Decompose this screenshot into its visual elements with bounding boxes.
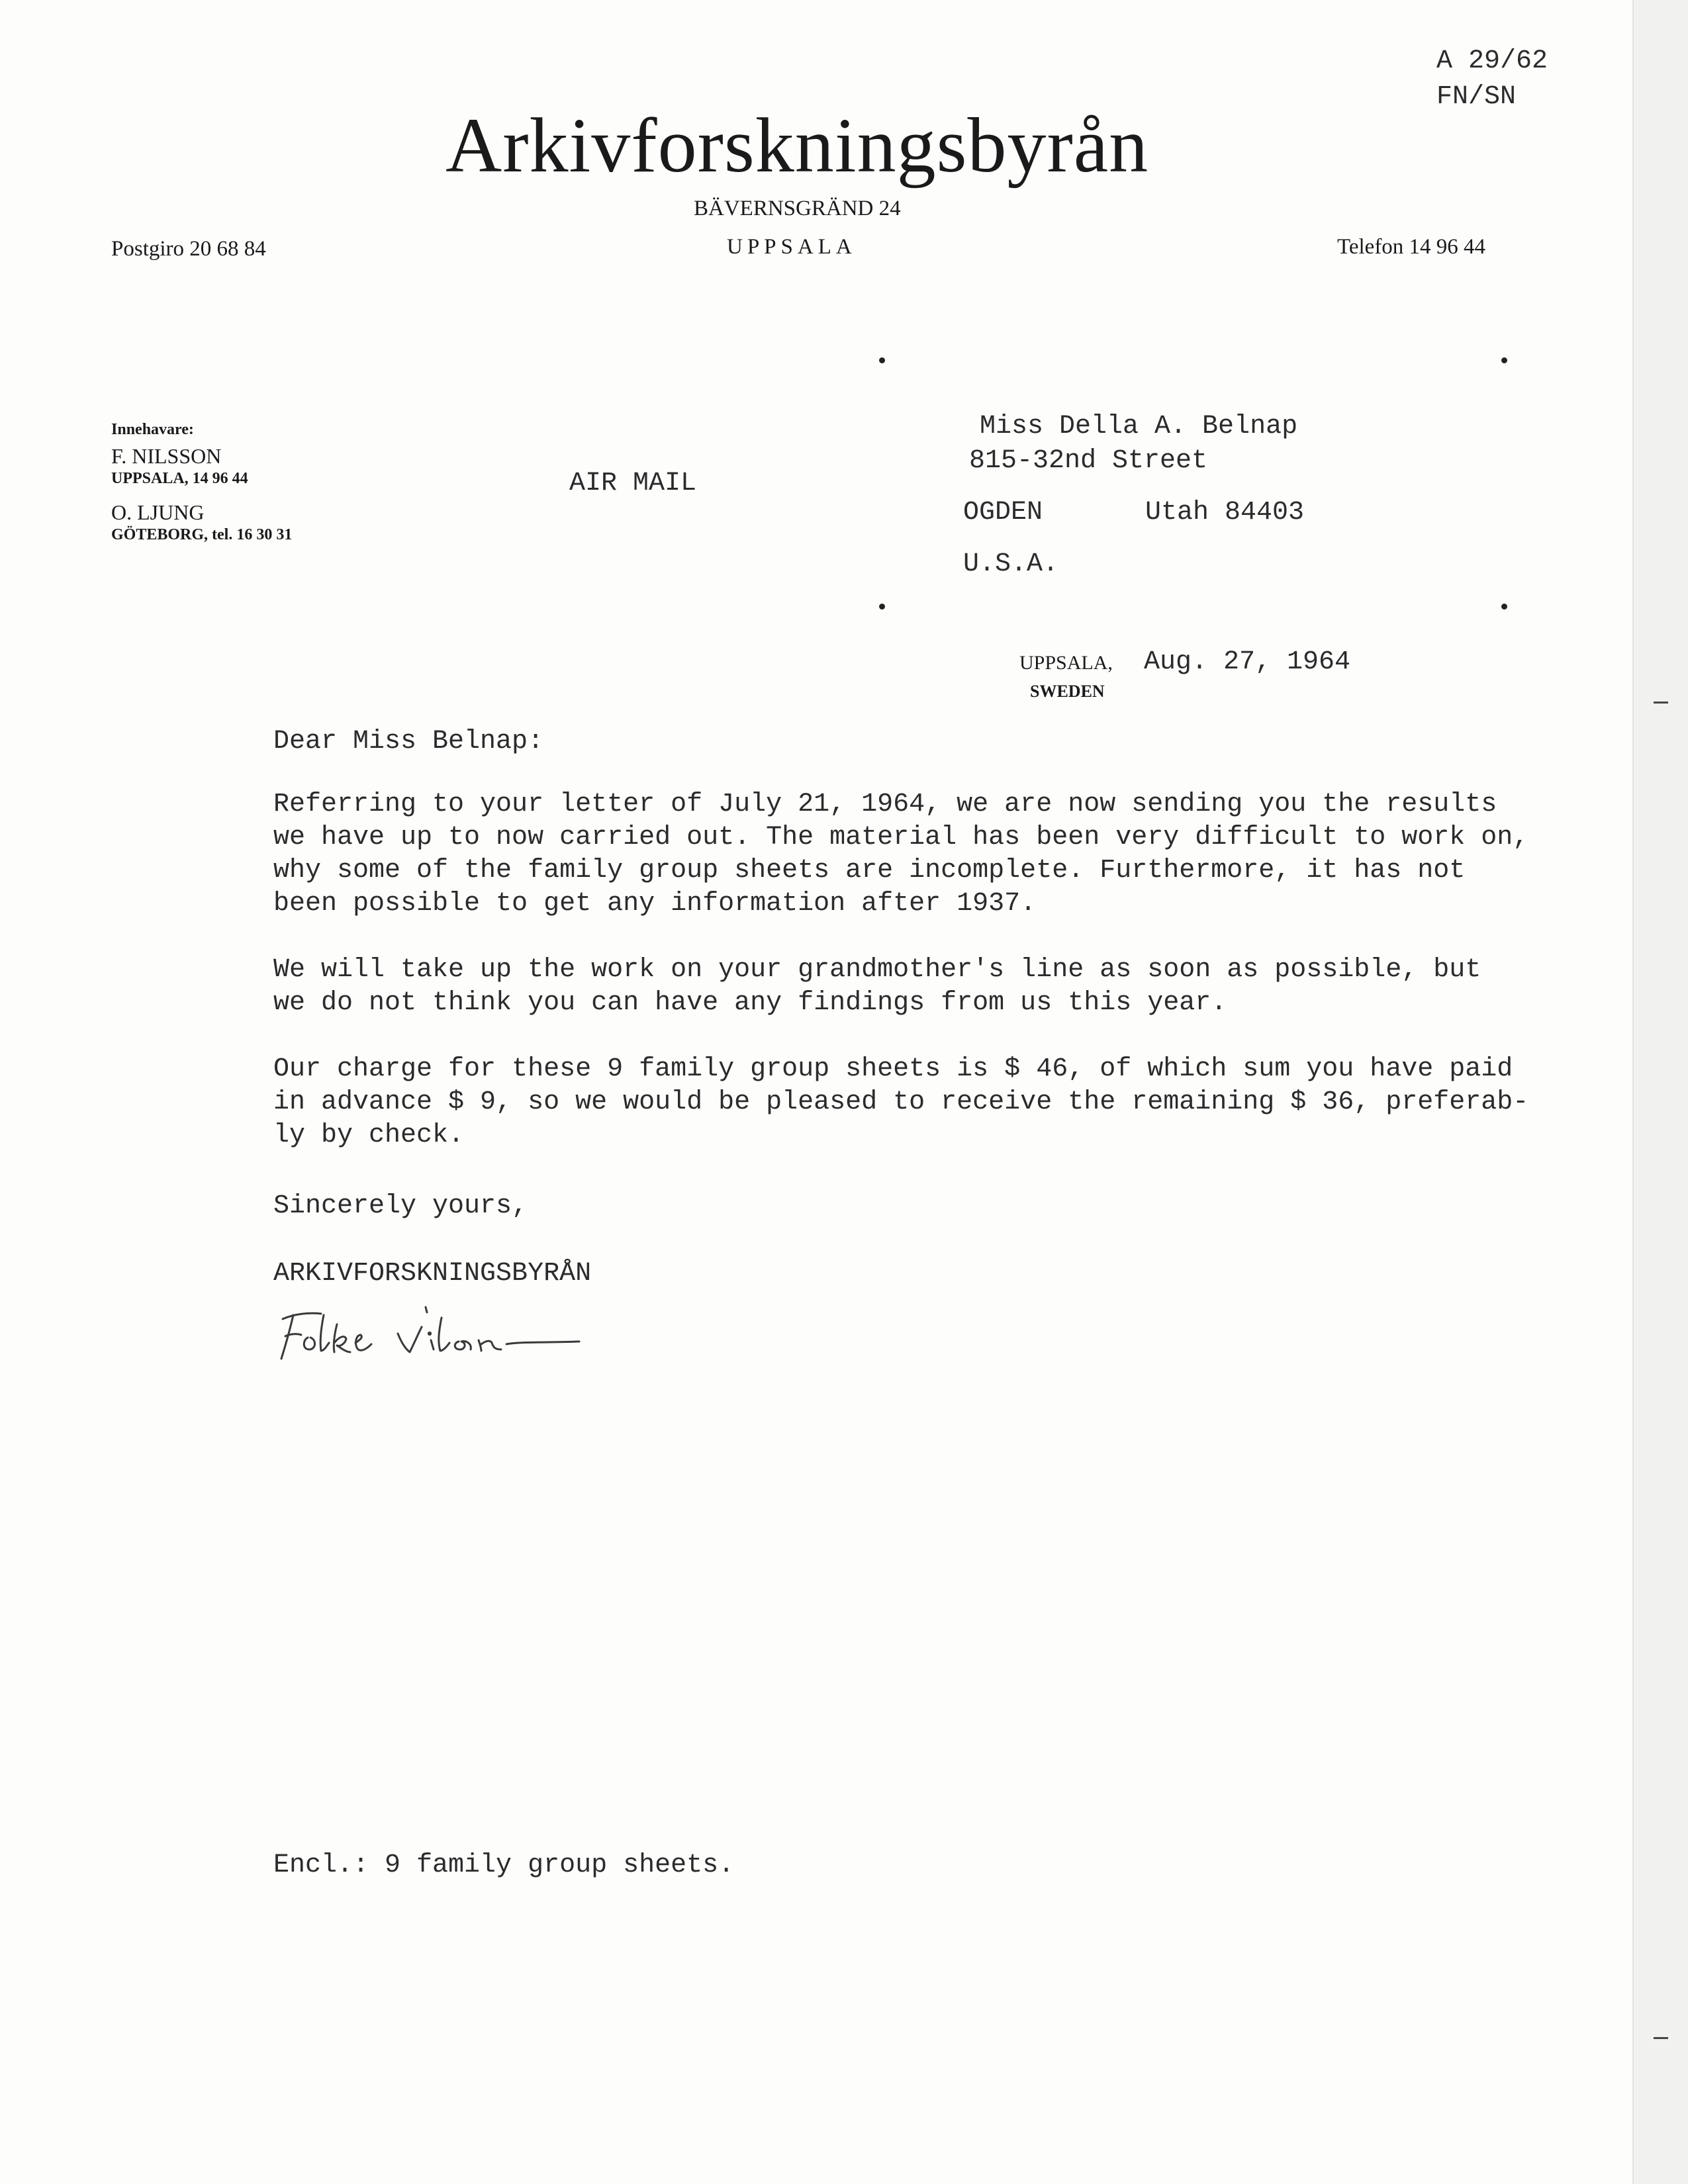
- salutation: Dear Miss Belnap:: [273, 727, 544, 756]
- owners-heading: Innehavare:: [111, 421, 194, 438]
- date-country: SWEDEN: [1030, 682, 1105, 701]
- letter-date: Aug. 27, 1964: [1144, 647, 1351, 677]
- letterhead-telefon: Telefon 14 96 44: [1337, 235, 1486, 259]
- fold-mark: [1654, 702, 1668, 704]
- body-line: ly by check.: [273, 1120, 465, 1150]
- owner-detail: GÖTEBORG, tel. 16 30 31: [111, 526, 293, 543]
- closing: Sincerely yours,: [273, 1191, 528, 1221]
- window-corner-mark: [879, 357, 885, 363]
- body-line: in advance $ 9, so we would be pleased to receive the remaining $ 36, preferab-: [273, 1087, 1529, 1117]
- window-corner-mark: [1501, 357, 1507, 363]
- body-line: been possible to get any information after 1937.: [273, 889, 1037, 919]
- company-name: Arkivforskningsbyrån: [445, 102, 1149, 189]
- body-line: why some of the family group sheets are incomplete. Furthermore, it has not: [273, 856, 1466, 886]
- fold-mark: [1654, 2037, 1668, 2039]
- recipient-city: OGDEN: [963, 498, 1043, 527]
- paper-edge: [1632, 0, 1688, 2184]
- body-line: Our charge for these 9 family group sheets is $ 46, of which sum you have paid: [273, 1054, 1513, 1084]
- recipient-name: Miss Della A. Belnap: [980, 412, 1298, 441]
- window-corner-mark: [879, 604, 885, 610]
- letterhead-postgiro: Postgiro 20 68 84: [111, 237, 266, 261]
- enclosure-note: Encl.: 9 family group sheets.: [273, 1850, 735, 1880]
- mail-type: AIR MAIL: [569, 469, 697, 498]
- date-place: UPPSALA,: [1019, 652, 1113, 674]
- body-line: we do not think you can have any findings from us this year.: [273, 988, 1227, 1018]
- file-reference-initials: FN/SN: [1436, 82, 1517, 112]
- body-line: We will take up the work on your grandmother's line as soon as possible, but: [273, 955, 1481, 985]
- owner-name: F. NILSSON: [111, 444, 222, 468]
- handwritten-signature: [268, 1294, 612, 1373]
- file-reference-number: A 29/62: [1436, 46, 1548, 76]
- recipient-street: 815-32nd Street: [969, 446, 1208, 476]
- recipient-state-zip: Utah 84403: [1145, 498, 1305, 527]
- recipient-country: U.S.A.: [963, 549, 1059, 579]
- letterhead-city: UPPSALA: [727, 235, 857, 259]
- company-signature: ARKIVFORSKNINGSBYRÅN: [273, 1259, 592, 1289]
- window-corner-mark: [1501, 604, 1507, 610]
- body-line: Referring to your letter of July 21, 1964, we are now sending you the results: [273, 790, 1497, 819]
- body-line: we have up to now carried out. The material has been very difficult to work on,: [273, 823, 1529, 852]
- owner-detail: UPPSALA, 14 96 44: [111, 470, 248, 487]
- letterhead-street: BÄVERNSGRÄND 24: [694, 197, 901, 220]
- owner-name: O. LJUNG: [111, 500, 205, 524]
